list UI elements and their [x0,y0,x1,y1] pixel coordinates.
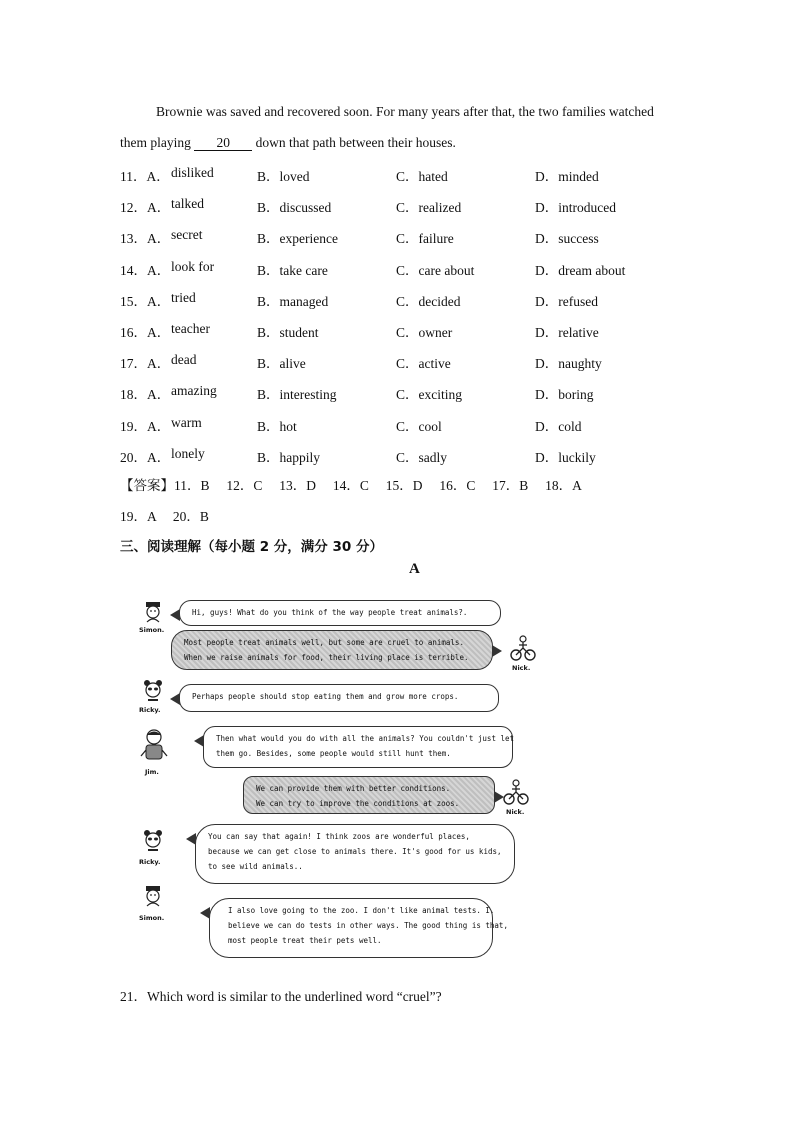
option-d: D．dream about [535,262,626,278]
nick-name-1: Nick. [512,664,531,672]
question-number: 17．A． [120,356,171,372]
passage-line-2 [120,134,456,152]
option-c: C．sadly [396,449,448,465]
passage-line-1: Brownie was saved and recovered soon. For many years after that, the two families watched [156,104,654,119]
ricky-name-2: Ricky. [139,858,161,866]
ricky-name-1: Ricky. [139,706,161,714]
bubble-nick-2-line-2: We can try to improve the conditions at zoos. [256,799,460,808]
bubble-nick-2-line-1: We can provide them with better conditions. [256,784,451,793]
option-b: B．managed [257,293,329,309]
nick-bike-icon-2 [501,778,531,806]
option-d: D．relative [535,325,599,340]
bubble-jim-line-1: Then what would you do with all the animals? You couldn't just let [216,734,515,743]
ricky-avatar-icon [141,678,165,702]
option-c: C．cool [396,418,442,434]
option-d: D．introduced [535,200,616,216]
blank-20: 20 [194,136,252,151]
option-a: warm [171,414,202,430]
bubble-nick-1-line-1: Most people treat animals well, but some are cruel to animals. [184,638,464,647]
bubble-nick-1-line-2: When we raise animals for food, their living place is terrible. [184,653,469,662]
question-number: 14．A． [120,262,171,278]
option-b: B．happily [257,449,320,465]
bubble-jim [203,726,513,768]
option-d: D．refused [535,293,598,309]
bubble-simon-1 [179,600,501,626]
jim-name: Jim. [145,768,159,776]
ricky-avatar-icon-2 [141,828,165,852]
option-c: C．exciting [396,387,462,403]
option-d: D．minded [535,169,599,184]
option-d: D．boring [535,387,594,403]
option-b: B．discussed [257,200,332,216]
option-b: B．experience [257,231,338,247]
passage-text-before: them playing [120,135,195,150]
bubble-simon-2-line-2: believe we can do tests in other ways. The good thing is that, [228,921,508,930]
bubble-nick-1 [171,630,493,670]
option-d: D．cold [535,418,582,434]
question-number: 16．A． [120,325,171,340]
bubble-simon-1-text: Hi, guys! What do you think of the way people treat animals?. [192,608,468,617]
option-b: B．interesting [257,387,337,403]
option-d: D．success [535,231,599,247]
bubble-ricky-2 [195,824,515,884]
question-21: 21．Which word is similar to the underlined word “cruel”? [120,989,442,1004]
section-title: 三、阅读理解（每小题 2 分，满分 30 分） [120,539,383,555]
option-c: C．decided [396,293,461,309]
option-b: B．hot [257,418,297,434]
bubble-simon-2-line-3: most people treat their pets well. [228,936,382,945]
option-c: C．care about [396,262,475,278]
bubble-ricky-2-line-2: because we can get close to animals there. It's good for us kids, [208,847,502,856]
nick-bike-icon [509,634,537,662]
dialogue-figure [135,592,545,964]
jim-avatar-icon [139,728,169,762]
option-a: talked [171,196,204,212]
option-b: B．student [257,325,319,340]
simon-name-1: Simon. [139,626,165,634]
answer-line-1: 【答案】11．B 12．C 13．D 14．C 15．D 16．C 17．B 18．A [120,478,582,493]
question-number: 19．A． [120,418,171,434]
option-a: dead [171,352,197,368]
part-label: A [409,561,420,577]
option-b: B．take care [257,262,328,278]
question-number: 20．A． [120,449,171,465]
bubble-ricky-1 [179,684,499,712]
option-d: D．naughty [535,356,602,372]
option-a: tried [171,289,196,305]
bubble-simon-2-line-1: I also love going to the zoo. I don't like animal tests. I. [228,906,495,915]
option-c: C．failure [396,231,454,247]
answer-line-2: 19．A 20．B [120,509,209,524]
option-a: teacher [171,321,210,336]
question-number: 18．A． [120,387,171,403]
bubble-ricky-1-text: Perhaps people should stop eating them and grow more crops. [192,692,459,701]
question-number: 11．A． [120,169,170,184]
simon-name-2: Simon. [139,914,165,922]
option-b: B．loved [257,169,310,184]
option-b: B．alive [257,356,306,372]
nick-name-2: Nick. [506,808,525,816]
option-a: amazing [171,383,217,399]
option-a: disliked [171,165,214,180]
question-number: 13．A． [120,231,171,247]
option-d: D．luckily [535,449,596,465]
option-c: C．owner [396,325,453,340]
simon-avatar-icon [141,600,165,624]
bubble-simon-2 [209,898,508,958]
option-c: C．active [396,356,451,372]
option-a: look for [171,258,215,274]
bubble-ricky-2-line-1: You can say that again! I think zoos are wonderful places, [208,832,470,841]
bubble-jim-line-2: them go. Besides, some people would still hunt them. [216,749,451,758]
option-c: C．hated [396,169,448,184]
question-number: 15．A． [120,293,171,309]
passage-text-after: down that path between their houses. [255,135,456,150]
option-c: C．realized [396,200,462,216]
question-number: 12．A． [120,200,171,216]
simon-avatar-icon-2 [141,884,165,908]
bubble-nick-2 [243,776,495,814]
bubble-ricky-2-line-3: to see wild animals.. [208,862,303,871]
option-a: lonely [171,445,205,461]
option-a: secret [171,227,203,243]
